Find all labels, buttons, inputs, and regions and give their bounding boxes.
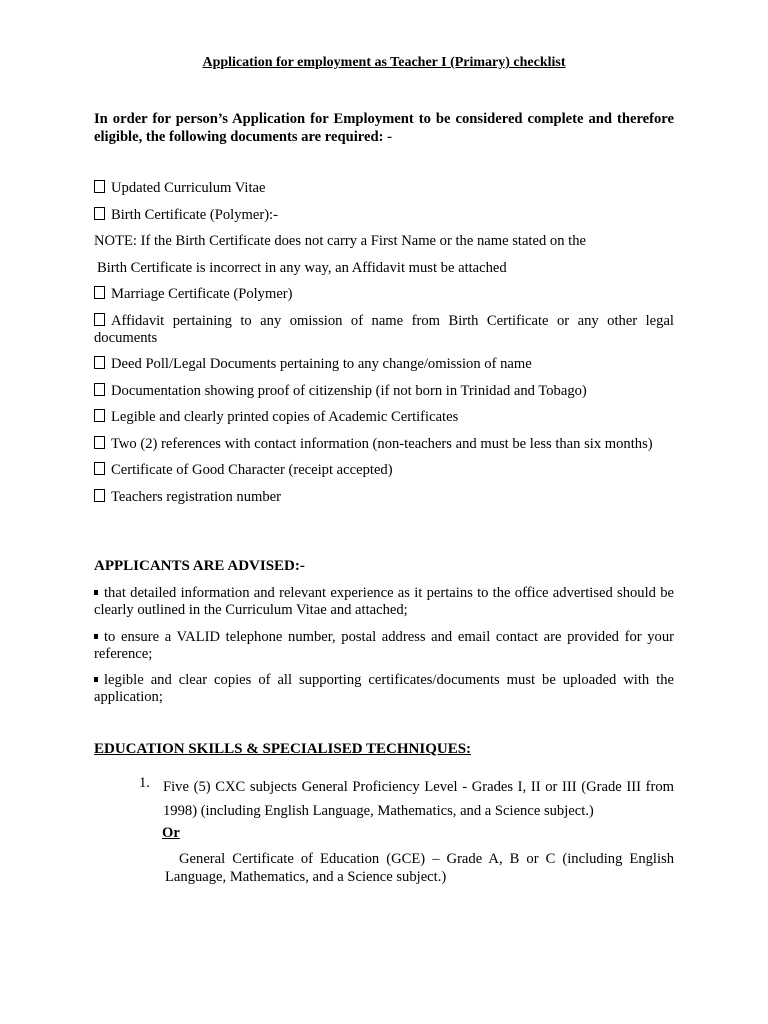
checklist-item <box>94 207 674 224</box>
checkbox-icon <box>94 356 105 369</box>
checklist-item <box>94 409 674 426</box>
education-item-text: Five (5) CXC subjects General Proficiency Level - Grades I, II or III (Grade III from 1998) (including English Language, Mathematics, and a Science subject.) <box>163 779 674 819</box>
checkbox-icon <box>94 436 105 449</box>
education-heading: EDUCATION SKILLS & SPECIALISED TECHNIQUES: <box>94 741 472 757</box>
checklist-item <box>94 436 674 453</box>
checklist-item <box>94 286 674 303</box>
checklist-item <box>94 383 674 400</box>
checkbox-icon <box>94 313 105 326</box>
square-bullet-icon <box>94 590 98 595</box>
advice-item <box>94 629 674 663</box>
checklist-item-label: Certificate of Good Character (receipt accepted) <box>111 462 393 478</box>
advice-item-text: to ensure a VALID telephone number, postal address and email contact are provided for your reference; <box>94 628 674 662</box>
education-item-number: 1. <box>139 775 150 791</box>
checklist-item-label: Affidavit pertaining to any omission of name from Birth Certificate or any other legal documents <box>94 312 674 346</box>
checklist-item-label: Legible and clearly printed copies of Academic Certificates <box>111 409 459 425</box>
advice-item-text: that detailed information and relevant experience as it pertains to the office advertised should be clearly outlined in the Curriculum Vitae and attached; <box>94 585 674 618</box>
checklist-item-label: Teachers registration number <box>111 488 281 505</box>
checkbox-icon <box>94 180 105 193</box>
checklist-item-label: Deed Poll/Legal Documents pertaining to any change/omission of name <box>111 356 532 372</box>
advice-item-text: legible and clear copies of all supporting certificates/documents must be uploaded with the application; <box>94 672 674 705</box>
intro-paragraph: In order for person’s Application for Employment to be considered complete and therefore eligible, the following documents are required: - <box>94 111 674 145</box>
checkbox-icon <box>94 207 105 220</box>
square-bullet-icon <box>94 634 98 639</box>
checklist-item-label: Updated Curriculum Vitae <box>111 180 266 196</box>
checklist-item-label: Marriage Certificate (Polymer) <box>111 286 293 302</box>
square-bullet-icon <box>94 677 98 682</box>
or-label: Or <box>162 825 180 841</box>
checklist-item <box>94 356 674 373</box>
required-documents-list <box>94 180 674 515</box>
checklist-item <box>94 180 674 197</box>
checkbox-icon <box>94 409 105 422</box>
checklist-item-label: Birth Certificate (Polymer):- <box>111 206 278 223</box>
checklist-item-label: Two (2) references with contact information (non-teachers and must be less than six months) <box>111 435 653 452</box>
advice-item <box>94 585 674 619</box>
checkbox-icon <box>94 489 105 502</box>
checkbox-icon <box>94 383 105 396</box>
checklist-item <box>94 313 674 347</box>
checklist-item <box>94 489 674 506</box>
note-line: Birth Certificate is incorrect in any way, an Affidavit must be attached <box>97 259 507 276</box>
note-line: NOTE: If the Birth Certificate does not carry a First Name or the name stated on the <box>94 233 586 249</box>
checklist-item <box>94 462 674 479</box>
advice-item <box>94 672 674 706</box>
gce-requirement: General Certificate of Education (GCE) – Grade A, B or C (including English Language, Mathematics, and a Science subject.) <box>165 851 674 885</box>
checkbox-icon <box>94 286 105 299</box>
checkbox-icon <box>94 462 105 475</box>
document-title: Application for employment as Teacher I (Primary) checklist <box>202 55 566 70</box>
checklist-item-label: Documentation showing proof of citizenship (if not born in Trinidad and Tobago) <box>111 382 587 399</box>
advice-list <box>94 585 674 716</box>
advised-heading: APPLICANTS ARE ADVISED:- <box>94 558 305 574</box>
